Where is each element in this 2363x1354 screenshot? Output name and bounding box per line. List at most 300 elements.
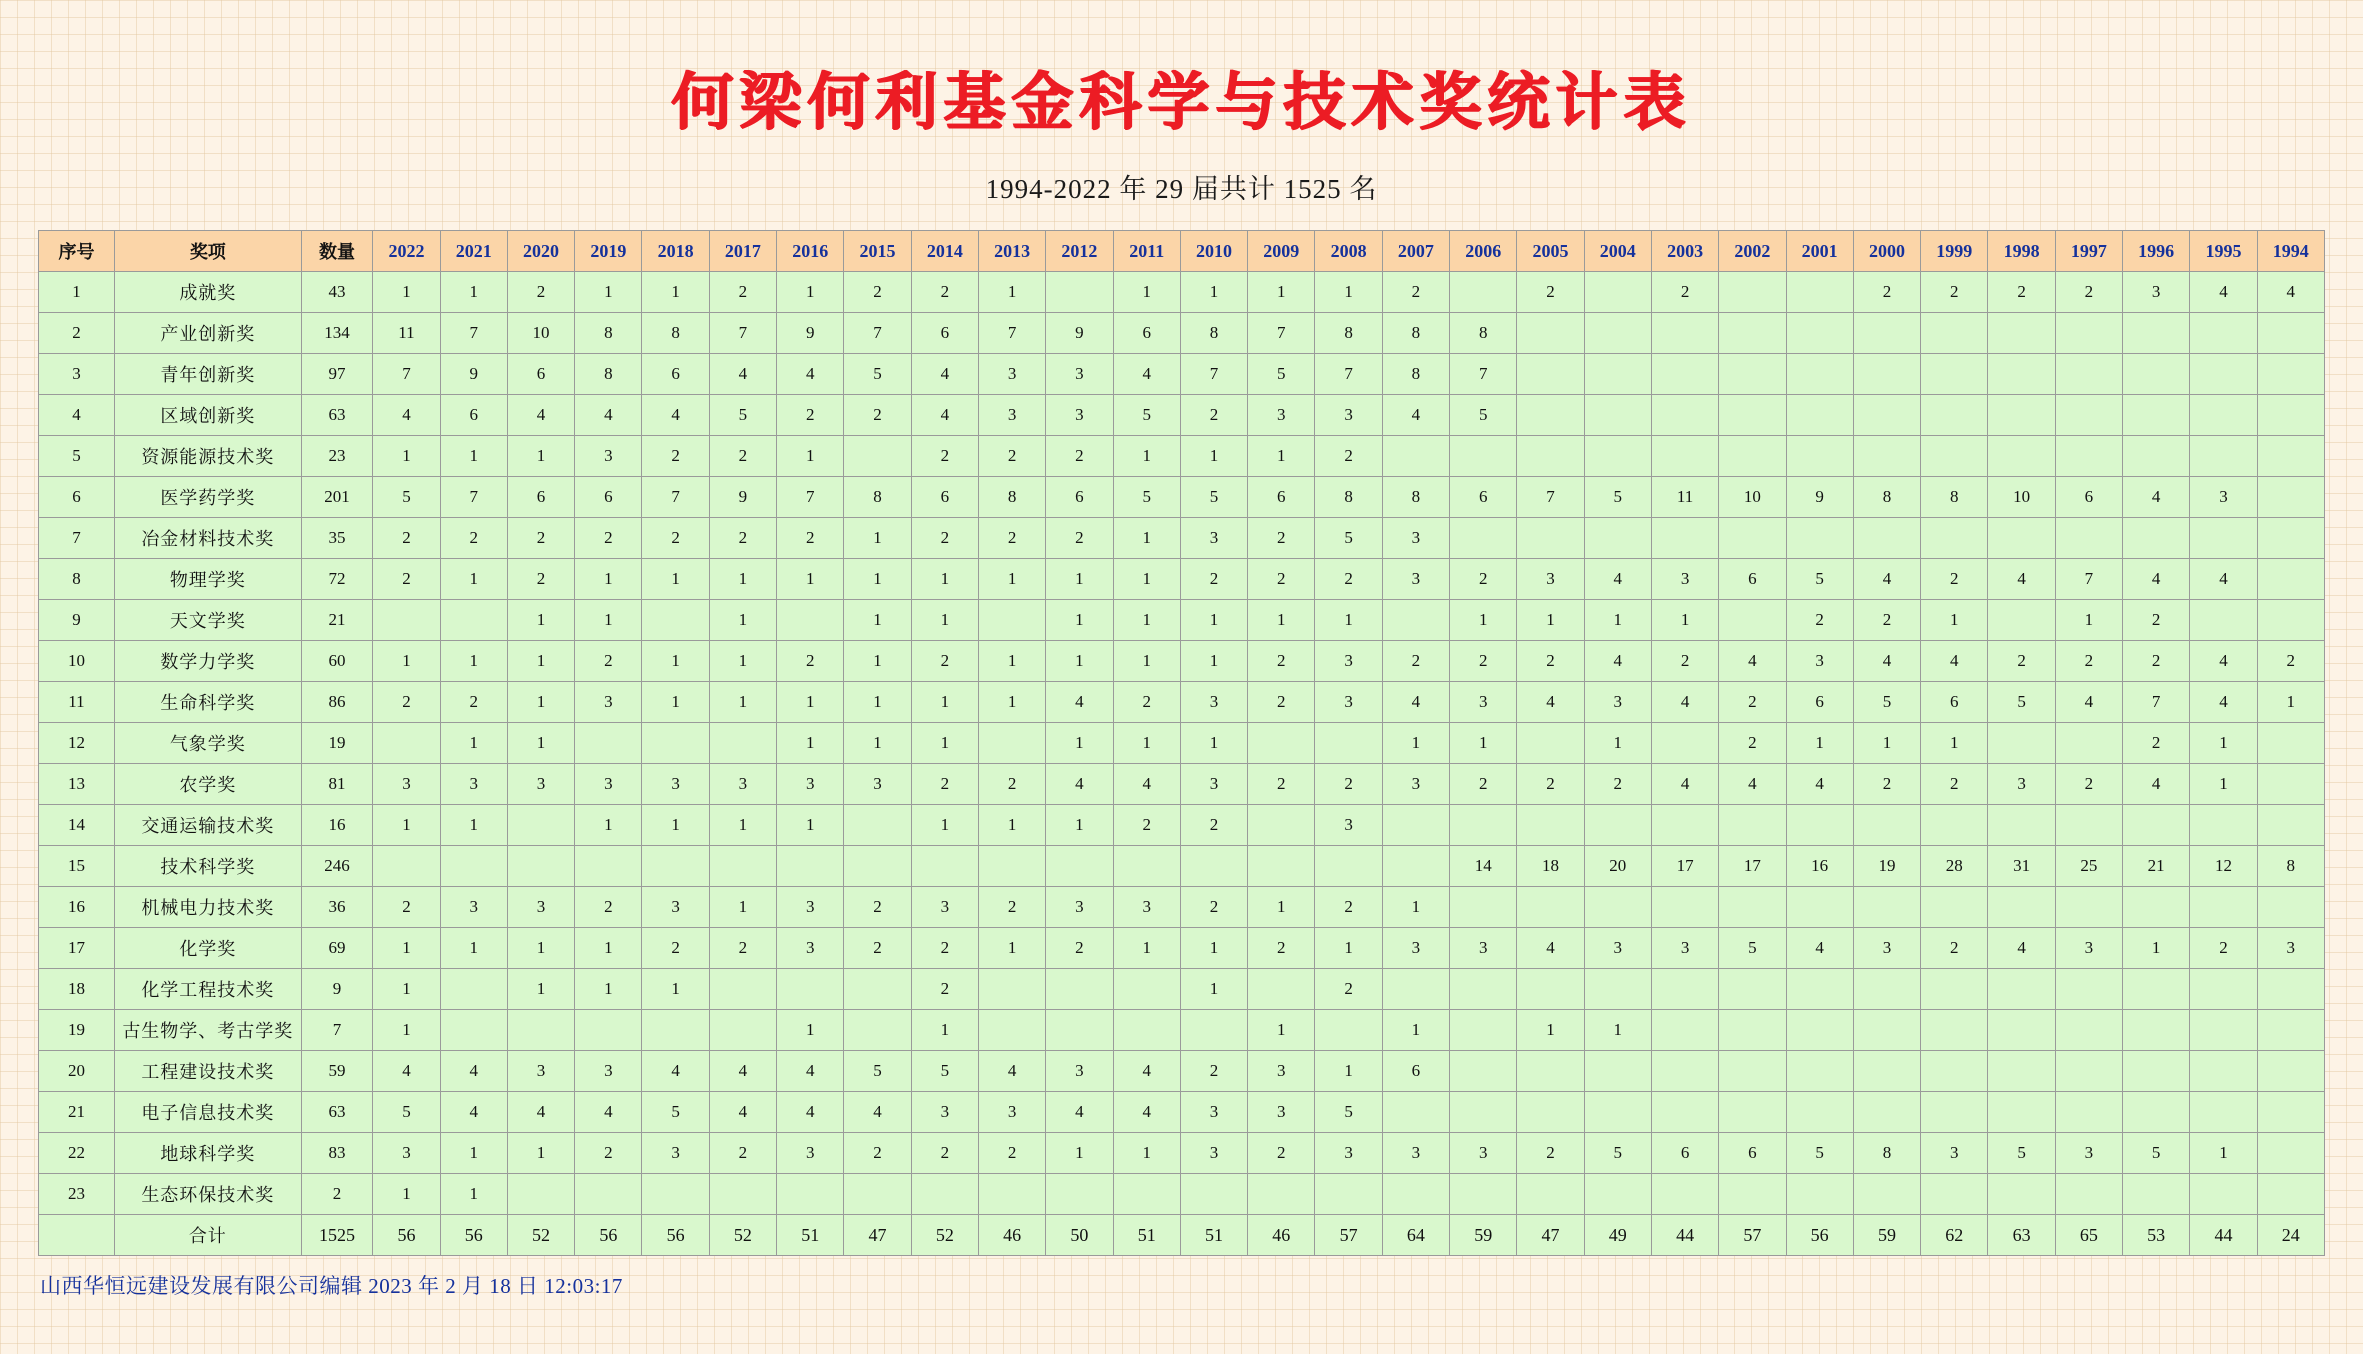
row-year-value	[2257, 805, 2324, 846]
row-year-value: 1	[1584, 723, 1651, 764]
row-year-value	[1248, 969, 1315, 1010]
row-year-value: 1	[844, 641, 911, 682]
row-year-value: 16	[1786, 846, 1853, 887]
row-year-value: 3	[1988, 764, 2055, 805]
row-year-value	[709, 723, 776, 764]
row-year-value: 1	[575, 600, 642, 641]
row-year-value: 1	[709, 559, 776, 600]
row-year-value	[911, 846, 978, 887]
row-year-value	[978, 600, 1045, 641]
row-year-value: 1	[1180, 436, 1247, 477]
row-year-value: 2	[642, 436, 709, 477]
row-year-value: 2	[440, 518, 507, 559]
row-year-value	[1719, 436, 1786, 477]
row-year-value: 2	[1315, 887, 1382, 928]
row-year-value: 3	[1382, 559, 1449, 600]
row-total-count: 2	[301, 1174, 373, 1215]
row-year-value	[2190, 1010, 2257, 1051]
row-year-value: 3	[777, 1133, 844, 1174]
row-year-value: 6	[1651, 1133, 1718, 1174]
row-year-value	[2257, 518, 2324, 559]
row-year-value	[2055, 1174, 2122, 1215]
row-year-value: 1	[1921, 600, 1988, 641]
row-year-value	[2257, 436, 2324, 477]
row-year-value: 1	[575, 928, 642, 969]
table-row	[39, 477, 2325, 518]
row-year-value: 10	[507, 313, 574, 354]
row-year-value: 7	[1180, 354, 1247, 395]
row-year-value	[1786, 436, 1853, 477]
row-year-value	[1921, 518, 1988, 559]
header-year: 1995	[2190, 231, 2257, 272]
table-row	[39, 559, 2325, 600]
row-index: 10	[39, 641, 115, 682]
row-year-value: 1	[978, 641, 1045, 682]
row-year-value: 7	[1517, 477, 1584, 518]
row-year-value: 2	[575, 887, 642, 928]
row-year-value: 8	[1382, 313, 1449, 354]
row-total-count: 97	[301, 354, 373, 395]
row-year-value: 3	[373, 1133, 440, 1174]
row-year-value: 1	[507, 641, 574, 682]
table-header-row	[39, 231, 2325, 272]
row-year-value: 1	[507, 1133, 574, 1174]
row-year-value: 1	[2257, 682, 2324, 723]
row-year-value: 2	[1248, 518, 1315, 559]
row-year-value	[642, 723, 709, 764]
row-year-value: 7	[440, 313, 507, 354]
row-year-value: 2	[911, 1133, 978, 1174]
row-year-value: 4	[575, 1092, 642, 1133]
row-year-value	[978, 846, 1045, 887]
row-year-value: 3	[1248, 395, 1315, 436]
row-year-value: 3	[440, 764, 507, 805]
row-year-value	[2257, 1010, 2324, 1051]
row-year-value	[1988, 805, 2055, 846]
row-year-value: 4	[373, 395, 440, 436]
row-year-value: 2	[1921, 559, 1988, 600]
row-year-value: 1	[1315, 1051, 1382, 1092]
row-year-value: 4	[1113, 1092, 1180, 1133]
row-year-value	[2257, 559, 2324, 600]
row-year-value: 1	[777, 805, 844, 846]
row-year-value: 1	[575, 272, 642, 313]
row-year-value	[1651, 1174, 1718, 1215]
row-year-value: 1	[1315, 928, 1382, 969]
row-year-value: 1	[777, 272, 844, 313]
row-year-value	[1719, 600, 1786, 641]
row-year-value: 2	[2055, 764, 2122, 805]
row-year-value: 14	[1450, 846, 1517, 887]
row-year-value: 1	[373, 928, 440, 969]
row-year-value: 1	[1315, 272, 1382, 313]
row-year-value	[1180, 1174, 1247, 1215]
row-total-count: 9	[301, 969, 373, 1010]
row-year-value	[1651, 805, 1718, 846]
row-award-name: 冶金材料技术奖	[114, 518, 301, 559]
row-year-value: 7	[709, 313, 776, 354]
row-year-value: 4	[642, 1051, 709, 1092]
total-row-year-value: 52	[709, 1215, 776, 1256]
row-award-name: 农学奖	[114, 764, 301, 805]
table-row	[39, 1133, 2325, 1174]
row-year-value: 3	[1786, 641, 1853, 682]
row-year-value	[2123, 436, 2190, 477]
row-year-value	[709, 1174, 776, 1215]
row-year-value	[642, 846, 709, 887]
row-award-name: 生命科学奖	[114, 682, 301, 723]
row-year-value	[373, 846, 440, 887]
row-year-value: 5	[1988, 682, 2055, 723]
header-index: 序号	[39, 231, 115, 272]
row-year-value: 9	[777, 313, 844, 354]
row-year-value	[1988, 969, 2055, 1010]
row-year-value: 4	[440, 1092, 507, 1133]
row-year-value: 4	[1651, 682, 1718, 723]
row-year-value	[1921, 1174, 1988, 1215]
row-year-value: 2	[507, 272, 574, 313]
row-year-value: 19	[1853, 846, 1920, 887]
row-year-value	[1786, 969, 1853, 1010]
row-year-value	[1248, 1174, 1315, 1215]
row-index: 14	[39, 805, 115, 846]
row-year-value: 5	[1315, 1092, 1382, 1133]
row-year-value: 2	[1517, 764, 1584, 805]
row-year-value: 12	[2190, 846, 2257, 887]
row-year-value: 7	[1315, 354, 1382, 395]
row-year-value: 2	[1315, 969, 1382, 1010]
row-year-value: 4	[911, 395, 978, 436]
row-year-value	[2055, 723, 2122, 764]
row-year-value: 1	[373, 1010, 440, 1051]
row-year-value: 2	[2257, 641, 2324, 682]
row-year-value: 4	[1046, 682, 1113, 723]
row-index: 18	[39, 969, 115, 1010]
row-year-value	[1988, 723, 2055, 764]
row-year-value	[1651, 518, 1718, 559]
total-row-year-value: 65	[2055, 1215, 2122, 1256]
row-year-value: 3	[1517, 559, 1584, 600]
row-year-value: 3	[1450, 682, 1517, 723]
row-year-value: 3	[1651, 928, 1718, 969]
row-year-value: 3	[1180, 1133, 1247, 1174]
row-year-value: 5	[1113, 395, 1180, 436]
row-year-value: 4	[2123, 764, 2190, 805]
row-award-name: 数学力学奖	[114, 641, 301, 682]
statistics-table-container	[38, 230, 2325, 1256]
row-year-value: 1	[1786, 723, 1853, 764]
row-year-value: 2	[844, 272, 911, 313]
header-year: 2007	[1382, 231, 1449, 272]
table-row	[39, 928, 2325, 969]
row-year-value: 3	[2055, 1133, 2122, 1174]
row-year-value: 2	[1180, 395, 1247, 436]
row-year-value	[1786, 1174, 1853, 1215]
row-year-value	[1382, 1174, 1449, 1215]
row-year-value	[1113, 1010, 1180, 1051]
header-count: 数量	[301, 231, 373, 272]
row-year-value: 4	[1921, 641, 1988, 682]
row-index: 22	[39, 1133, 115, 1174]
row-year-value	[1786, 1051, 1853, 1092]
row-year-value: 4	[777, 1051, 844, 1092]
row-year-value: 1	[1113, 600, 1180, 641]
row-year-value: 4	[1651, 764, 1718, 805]
table-row	[39, 1051, 2325, 1092]
row-year-value: 1	[1113, 559, 1180, 600]
row-year-value: 1	[844, 600, 911, 641]
row-year-value: 1	[373, 436, 440, 477]
row-year-value: 8	[1315, 477, 1382, 518]
row-year-value: 3	[642, 764, 709, 805]
row-year-value	[1046, 1174, 1113, 1215]
row-year-value	[1248, 805, 1315, 846]
row-year-value: 8	[978, 477, 1045, 518]
row-award-name: 资源能源技术奖	[114, 436, 301, 477]
row-year-value: 2	[978, 887, 1045, 928]
row-year-value	[2055, 1092, 2122, 1133]
row-year-value	[911, 1174, 978, 1215]
row-year-value	[1584, 272, 1651, 313]
row-year-value: 4	[1046, 1092, 1113, 1133]
row-year-value	[1719, 518, 1786, 559]
row-year-value	[1988, 887, 2055, 928]
row-year-value: 3	[642, 1133, 709, 1174]
row-year-value	[777, 846, 844, 887]
row-year-value: 8	[1180, 313, 1247, 354]
total-row-year-value: 52	[507, 1215, 574, 1256]
row-year-value	[1584, 518, 1651, 559]
row-year-value	[2123, 887, 2190, 928]
row-year-value: 2	[777, 518, 844, 559]
row-year-value: 1	[1450, 600, 1517, 641]
row-year-value	[844, 1174, 911, 1215]
row-year-value	[2257, 395, 2324, 436]
row-year-value: 1	[1113, 641, 1180, 682]
row-year-value	[1719, 1051, 1786, 1092]
total-row-year-value: 64	[1382, 1215, 1449, 1256]
row-year-value	[1517, 805, 1584, 846]
row-year-value: 1	[1180, 928, 1247, 969]
row-year-value: 1	[844, 682, 911, 723]
row-award-name: 青年创新奖	[114, 354, 301, 395]
row-year-value	[2257, 1092, 2324, 1133]
row-year-value: 4	[1046, 764, 1113, 805]
row-year-value	[1382, 1092, 1449, 1133]
row-year-value: 6	[1921, 682, 1988, 723]
row-year-value: 2	[507, 559, 574, 600]
row-year-value: 1	[1517, 600, 1584, 641]
row-year-value: 3	[1315, 395, 1382, 436]
header-year: 2011	[1113, 231, 1180, 272]
row-year-value: 2	[1450, 764, 1517, 805]
total-row-year-value: 46	[1248, 1215, 1315, 1256]
row-year-value: 5	[1786, 559, 1853, 600]
row-year-value: 1	[978, 559, 1045, 600]
total-row-year-value: 47	[1517, 1215, 1584, 1256]
row-year-value: 2	[978, 436, 1045, 477]
row-year-value: 9	[709, 477, 776, 518]
row-year-value: 5	[1853, 682, 1920, 723]
row-year-value: 2	[1719, 682, 1786, 723]
row-year-value: 1	[1180, 272, 1247, 313]
row-year-value	[2190, 313, 2257, 354]
row-index: 12	[39, 723, 115, 764]
row-award-name: 机械电力技术奖	[114, 887, 301, 928]
header-year: 1997	[2055, 231, 2122, 272]
row-year-value: 2	[1315, 559, 1382, 600]
table-row	[39, 313, 2325, 354]
row-year-value: 1	[2190, 723, 2257, 764]
row-year-value: 5	[1719, 928, 1786, 969]
row-year-value: 6	[507, 477, 574, 518]
row-year-value: 2	[1248, 1133, 1315, 1174]
row-award-name: 地球科学奖	[114, 1133, 301, 1174]
row-year-value: 10	[1988, 477, 2055, 518]
row-year-value: 1	[978, 272, 1045, 313]
row-year-value: 4	[777, 354, 844, 395]
row-year-value: 5	[1584, 1133, 1651, 1174]
header-year: 2000	[1853, 231, 1920, 272]
row-year-value: 1	[911, 559, 978, 600]
row-year-value: 1	[709, 887, 776, 928]
row-year-value: 31	[1988, 846, 2055, 887]
row-year-value	[1450, 1092, 1517, 1133]
row-year-value: 5	[709, 395, 776, 436]
row-year-value: 5	[1584, 477, 1651, 518]
row-year-value: 1	[2190, 1133, 2257, 1174]
row-year-value	[2257, 887, 2324, 928]
row-year-value: 4	[507, 395, 574, 436]
row-year-value: 1	[440, 723, 507, 764]
row-year-value	[1315, 1010, 1382, 1051]
row-year-value: 1	[1113, 723, 1180, 764]
page-title: 何梁何利基金科学与技术奖统计表	[671, 69, 1692, 137]
table-row	[39, 1092, 2325, 1133]
row-award-name: 医学药学奖	[114, 477, 301, 518]
row-year-value: 3	[978, 354, 1045, 395]
row-year-value: 3	[373, 764, 440, 805]
row-year-value: 3	[575, 1051, 642, 1092]
row-year-value: 2	[1382, 272, 1449, 313]
row-year-value	[1719, 805, 1786, 846]
row-year-value: 4	[1786, 928, 1853, 969]
row-year-value: 5	[844, 1051, 911, 1092]
row-year-value	[1651, 969, 1718, 1010]
row-year-value: 2	[1450, 641, 1517, 682]
row-award-name: 化学奖	[114, 928, 301, 969]
row-year-value	[1382, 600, 1449, 641]
row-year-value: 7	[2123, 682, 2190, 723]
row-year-value: 1	[1248, 436, 1315, 477]
row-year-value: 1	[507, 600, 574, 641]
row-year-value	[1988, 1051, 2055, 1092]
table-body	[39, 272, 2325, 1256]
row-year-value	[1651, 354, 1718, 395]
row-year-value: 8	[1382, 477, 1449, 518]
row-year-value: 1	[1248, 1010, 1315, 1051]
row-year-value	[1517, 354, 1584, 395]
row-year-value	[1450, 805, 1517, 846]
row-year-value: 7	[373, 354, 440, 395]
row-year-value: 1	[1584, 600, 1651, 641]
row-year-value	[2257, 600, 2324, 641]
row-year-value: 2	[373, 887, 440, 928]
row-year-value: 4	[1853, 641, 1920, 682]
row-index: 16	[39, 887, 115, 928]
header-year: 2008	[1315, 231, 1382, 272]
row-year-value: 6	[440, 395, 507, 436]
row-year-value: 3	[575, 682, 642, 723]
row-year-value: 3	[575, 764, 642, 805]
table-total-row	[39, 1215, 2325, 1256]
total-row-year-value: 56	[575, 1215, 642, 1256]
row-year-value: 2	[911, 272, 978, 313]
header-year: 2020	[507, 231, 574, 272]
row-year-value	[2123, 313, 2190, 354]
row-year-value: 1	[373, 805, 440, 846]
row-year-value: 2	[1988, 641, 2055, 682]
row-year-value: 6	[642, 354, 709, 395]
row-year-value	[709, 1010, 776, 1051]
row-year-value	[1517, 1051, 1584, 1092]
row-year-value: 8	[575, 313, 642, 354]
row-year-value: 1	[507, 436, 574, 477]
row-year-value: 1	[1382, 887, 1449, 928]
row-year-value: 6	[1382, 1051, 1449, 1092]
row-year-value: 4	[575, 395, 642, 436]
row-year-value: 1	[1180, 641, 1247, 682]
row-award-name: 古生物学、考古学奖	[114, 1010, 301, 1051]
row-year-value	[2123, 1092, 2190, 1133]
row-year-value: 4	[373, 1051, 440, 1092]
row-year-value	[1719, 1010, 1786, 1051]
row-total-count: 69	[301, 928, 373, 969]
row-year-value	[1853, 887, 1920, 928]
row-year-value	[709, 969, 776, 1010]
row-year-value	[2123, 1010, 2190, 1051]
row-year-value	[2055, 436, 2122, 477]
row-year-value	[1450, 1010, 1517, 1051]
row-year-value	[1517, 1174, 1584, 1215]
total-row-year-value: 59	[1450, 1215, 1517, 1256]
row-year-value	[2190, 1092, 2257, 1133]
row-year-value: 4	[978, 1051, 1045, 1092]
row-year-value	[2190, 436, 2257, 477]
row-year-value: 6	[1719, 559, 1786, 600]
row-year-value: 7	[440, 477, 507, 518]
header-award: 奖项	[114, 231, 301, 272]
row-year-value: 5	[1450, 395, 1517, 436]
row-year-value: 4	[2123, 477, 2190, 518]
row-year-value: 4	[1853, 559, 1920, 600]
row-year-value: 1	[440, 559, 507, 600]
row-year-value: 2	[1517, 272, 1584, 313]
row-year-value	[1651, 313, 1718, 354]
row-year-value: 2	[1584, 764, 1651, 805]
row-year-value	[2123, 354, 2190, 395]
row-year-value	[1517, 436, 1584, 477]
row-year-value: 4	[2190, 682, 2257, 723]
row-year-value: 8	[1853, 477, 1920, 518]
row-year-value	[2055, 313, 2122, 354]
row-year-value: 1	[709, 805, 776, 846]
row-year-value: 3	[1921, 1133, 1988, 1174]
row-year-value: 4	[1786, 764, 1853, 805]
row-year-value: 1	[911, 723, 978, 764]
row-year-value	[2190, 395, 2257, 436]
row-year-value: 1	[1113, 436, 1180, 477]
